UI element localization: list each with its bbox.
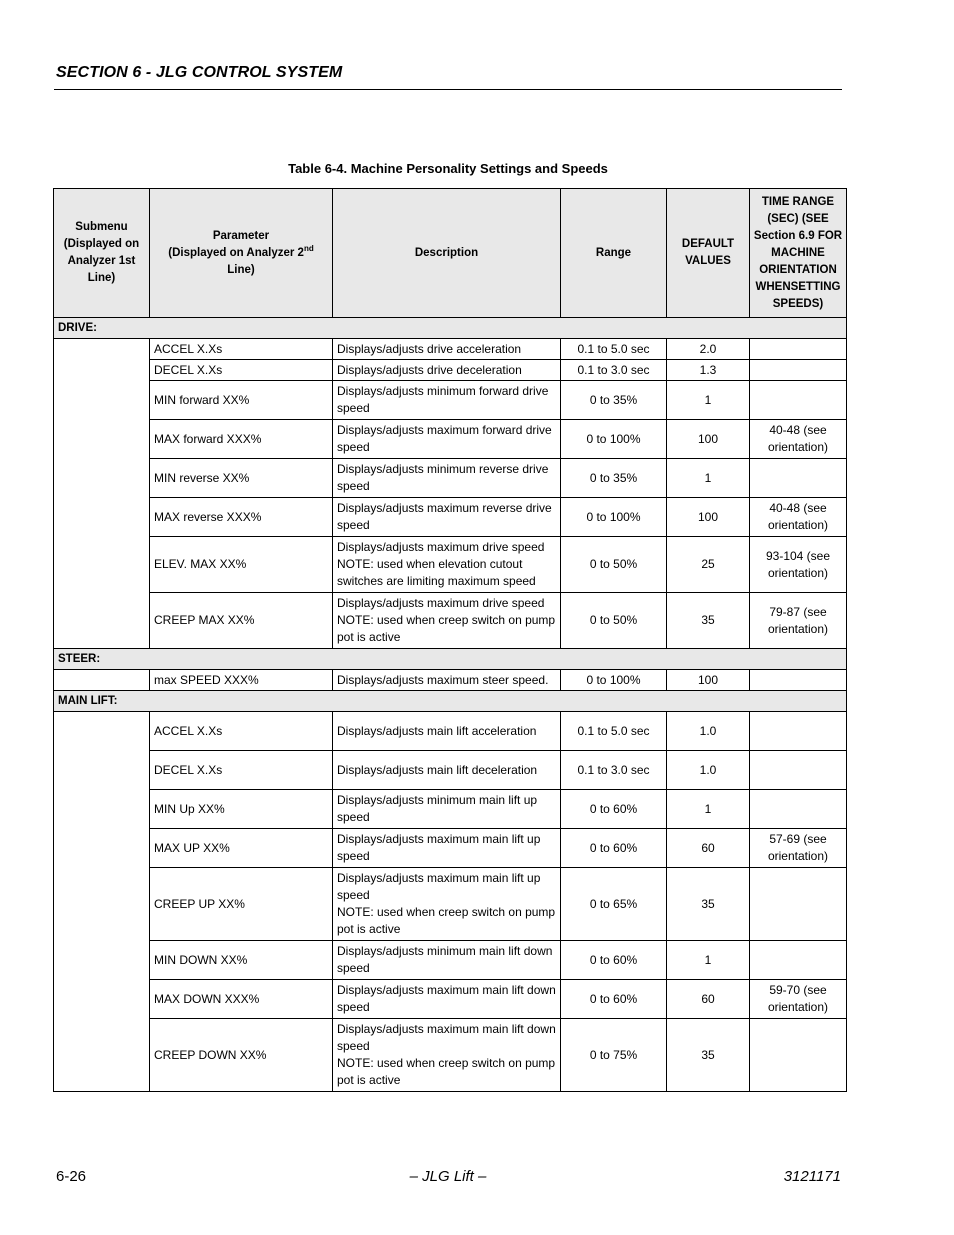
- description-cell: [333, 980, 561, 1019]
- table-caption: Table 6-4. Machine Personality Settings and Speeds: [288, 161, 608, 176]
- time-range-cell: 57-69 (see orientation): [750, 829, 847, 868]
- time-range-cell: [750, 712, 847, 751]
- default-value-cell: 100: [667, 420, 750, 459]
- col-header-time-range: TIME RANGE (SEC) (SEE Section 6.9 FOR MACHINE ORIENTATION WHENSETTING SPEEDS): [750, 189, 847, 318]
- description-cell: [333, 381, 561, 420]
- parameter-cell: MIN forward XX%: [150, 381, 333, 420]
- table-body: [54, 318, 847, 1092]
- description-cell: [333, 1019, 561, 1092]
- time-range-cell: [750, 790, 847, 829]
- table-row: [54, 420, 847, 459]
- description-line: NOTE: used when creep switch on pump pot is active: [337, 905, 556, 936]
- description-line: Displays/adjusts main lift acceleration: [337, 723, 537, 738]
- description-line: Displays/adjusts minimum reverse drive speed: [337, 462, 549, 493]
- description-line: Displays/adjusts maximum main lift up speed: [337, 832, 541, 863]
- time-range-cell: [750, 941, 847, 980]
- description-cell: [333, 593, 561, 649]
- parameter-cell: CREEP UP XX%: [150, 868, 333, 941]
- range-cell: 0.1 to 3.0 sec: [561, 751, 667, 790]
- table-row: [54, 381, 847, 420]
- time-range-cell: 40-48 (see orientation): [750, 498, 847, 537]
- footer-brand: – JLG Lift –: [409, 1168, 487, 1185]
- default-value-cell: 1: [667, 381, 750, 420]
- default-value-cell: 2.0: [667, 339, 750, 360]
- parameter-cell: CREEP DOWN XX%: [150, 1019, 333, 1092]
- description-cell: [333, 868, 561, 941]
- table-row: [54, 751, 847, 790]
- section-row: [54, 691, 847, 712]
- header-rule: [54, 89, 842, 90]
- parameter-cell: ACCEL X.Xs: [150, 712, 333, 751]
- description-line: Displays/adjusts drive acceleration: [337, 341, 522, 356]
- document-number: 3121171: [783, 1168, 841, 1185]
- table-row: [54, 829, 847, 868]
- col-header-parameter-sup: nd: [303, 243, 314, 253]
- time-range-cell: [750, 381, 847, 420]
- range-cell: 0 to 100%: [561, 498, 667, 537]
- description-cell: [333, 751, 561, 790]
- default-value-cell: 100: [667, 670, 750, 691]
- submenu-cell: [54, 712, 150, 1092]
- range-cell: 0 to 60%: [561, 829, 667, 868]
- default-value-cell: 1.0: [667, 751, 750, 790]
- personality-settings-table: [53, 188, 847, 1092]
- table-row: [54, 459, 847, 498]
- description-line: Displays/adjusts maximum reverse drive speed: [337, 501, 552, 532]
- description-line: Displays/adjusts maximum main lift down speed: [337, 983, 556, 1014]
- default-value-cell: 1: [667, 941, 750, 980]
- time-range-cell: 40-48 (see orientation): [750, 420, 847, 459]
- section-header: SECTION 6 - JLG CONTROL SYSTEM: [56, 64, 343, 81]
- table-row: [54, 498, 847, 537]
- submenu-cell: [54, 670, 150, 691]
- description-line: Displays/adjusts maximum drive speed: [337, 596, 545, 610]
- range-cell: 0 to 35%: [561, 459, 667, 498]
- range-cell: 0 to 75%: [561, 1019, 667, 1092]
- time-range-cell: [750, 1019, 847, 1092]
- parameter-cell: MIN DOWN XX%: [150, 941, 333, 980]
- submenu-cell: [54, 339, 150, 649]
- page-number: 6-26: [56, 1168, 87, 1185]
- parameter-cell: ACCEL X.Xs: [150, 339, 333, 360]
- range-cell: 0.1 to 5.0 sec: [561, 339, 667, 360]
- time-range-cell: [750, 868, 847, 941]
- default-value-cell: 35: [667, 868, 750, 941]
- table-row: [54, 868, 847, 941]
- range-cell: 0 to 100%: [561, 420, 667, 459]
- description-cell: [333, 790, 561, 829]
- col-header-parameter-sub: (Displayed on Analyzer 2: [168, 246, 304, 259]
- description-cell: [333, 941, 561, 980]
- default-value-cell: 35: [667, 1019, 750, 1092]
- default-value-cell: 1: [667, 459, 750, 498]
- default-value-cell: 100: [667, 498, 750, 537]
- parameter-cell: MIN Up XX%: [150, 790, 333, 829]
- section-row: [54, 318, 847, 339]
- section-row: [54, 649, 847, 670]
- table-header-row: [54, 189, 847, 318]
- description-line: NOTE: used when elevation cutout switches are limiting maximum speed: [337, 557, 536, 588]
- description-line: Displays/adjusts maximum forward drive speed: [337, 423, 552, 454]
- table-row: [54, 360, 847, 381]
- table-row: [54, 593, 847, 649]
- default-value-cell: 1.0: [667, 712, 750, 751]
- col-header-parameter-title: Parameter: [212, 229, 270, 242]
- parameter-cell: MAX reverse XXX%: [150, 498, 333, 537]
- range-cell: 0 to 60%: [561, 980, 667, 1019]
- time-range-cell: [750, 339, 847, 360]
- range-cell: 0 to 65%: [561, 868, 667, 941]
- col-header-parameter-end: Line): [227, 263, 255, 276]
- parameter-cell: ELEV. MAX XX%: [150, 537, 333, 593]
- parameter-cell: MAX DOWN XXX%: [150, 980, 333, 1019]
- range-cell: 0 to 50%: [561, 537, 667, 593]
- description-line: Displays/adjusts maximum main lift up speed: [337, 871, 541, 902]
- range-cell: 0.1 to 5.0 sec: [561, 712, 667, 751]
- parameter-cell: DECEL X.Xs: [150, 751, 333, 790]
- table-row: [54, 670, 847, 691]
- description-line: NOTE: used when creep switch on pump pot is active: [337, 613, 556, 644]
- default-value-cell: 35: [667, 593, 750, 649]
- parameter-cell: DECEL X.Xs: [150, 360, 333, 381]
- description-cell: [333, 712, 561, 751]
- col-header-default: DEFAULT VALUES: [667, 189, 750, 318]
- range-cell: 0 to 60%: [561, 941, 667, 980]
- default-value-cell: 1: [667, 790, 750, 829]
- description-cell: [333, 829, 561, 868]
- default-value-cell: 1.3: [667, 360, 750, 381]
- description-cell: [333, 339, 561, 360]
- description-line: Displays/adjusts main lift deceleration: [337, 762, 538, 777]
- description-line: Displays/adjusts drive deceleration: [337, 362, 522, 377]
- range-cell: 0.1 to 3.0 sec: [561, 360, 667, 381]
- table-row: [54, 941, 847, 980]
- description-line: Displays/adjusts minimum forward drive speed: [337, 384, 549, 415]
- description-cell: [333, 360, 561, 381]
- description-line: NOTE: used when creep switch on pump pot is active: [337, 1056, 556, 1087]
- time-range-cell: [750, 459, 847, 498]
- table-row: [54, 1019, 847, 1092]
- range-cell: 0 to 50%: [561, 593, 667, 649]
- time-range-cell: 59-70 (see orientation): [750, 980, 847, 1019]
- table-row: [54, 537, 847, 593]
- parameter-cell: max SPEED XXX%: [150, 670, 333, 691]
- col-header-submenu: Submenu (Displayed on Analyzer 1st Line): [54, 189, 150, 318]
- default-value-cell: 60: [667, 829, 750, 868]
- description-cell: [333, 498, 561, 537]
- section-label: DRIVE:: [54, 318, 847, 339]
- parameter-cell: CREEP MAX XX%: [150, 593, 333, 649]
- description-line: Displays/adjusts maximum steer speed.: [337, 672, 549, 687]
- col-header-range: Range: [561, 189, 667, 318]
- description-line: Displays/adjusts maximum main lift down speed: [337, 1022, 556, 1053]
- range-cell: 0 to 35%: [561, 381, 667, 420]
- description-cell: [333, 420, 561, 459]
- parameter-cell: MIN reverse XX%: [150, 459, 333, 498]
- section-label: STEER:: [54, 649, 847, 670]
- default-value-cell: 60: [667, 980, 750, 1019]
- time-range-cell: [750, 751, 847, 790]
- time-range-cell: 93-104 (see orientation): [750, 537, 847, 593]
- table-row: [54, 790, 847, 829]
- time-range-cell: 79-87 (see orientation): [750, 593, 847, 649]
- section-label: MAIN LIFT:: [54, 691, 847, 712]
- range-cell: 0 to 60%: [561, 790, 667, 829]
- description-line: Displays/adjusts maximum drive speed: [337, 540, 545, 554]
- time-range-cell: [750, 360, 847, 381]
- description-line: Displays/adjusts minimum main lift up speed: [337, 793, 538, 824]
- col-header-parameter: [150, 189, 333, 318]
- parameter-cell: MAX forward XXX%: [150, 420, 333, 459]
- range-cell: 0 to 100%: [561, 670, 667, 691]
- time-range-cell: [750, 670, 847, 691]
- description-line: Displays/adjusts minimum main lift down speed: [337, 944, 553, 975]
- col-header-description: Description: [333, 189, 561, 318]
- description-cell: [333, 670, 561, 691]
- parameter-cell: MAX UP XX%: [150, 829, 333, 868]
- table-row: [54, 339, 847, 360]
- table-row: [54, 980, 847, 1019]
- table-row: [54, 712, 847, 751]
- description-cell: [333, 537, 561, 593]
- description-cell: [333, 459, 561, 498]
- default-value-cell: 25: [667, 537, 750, 593]
